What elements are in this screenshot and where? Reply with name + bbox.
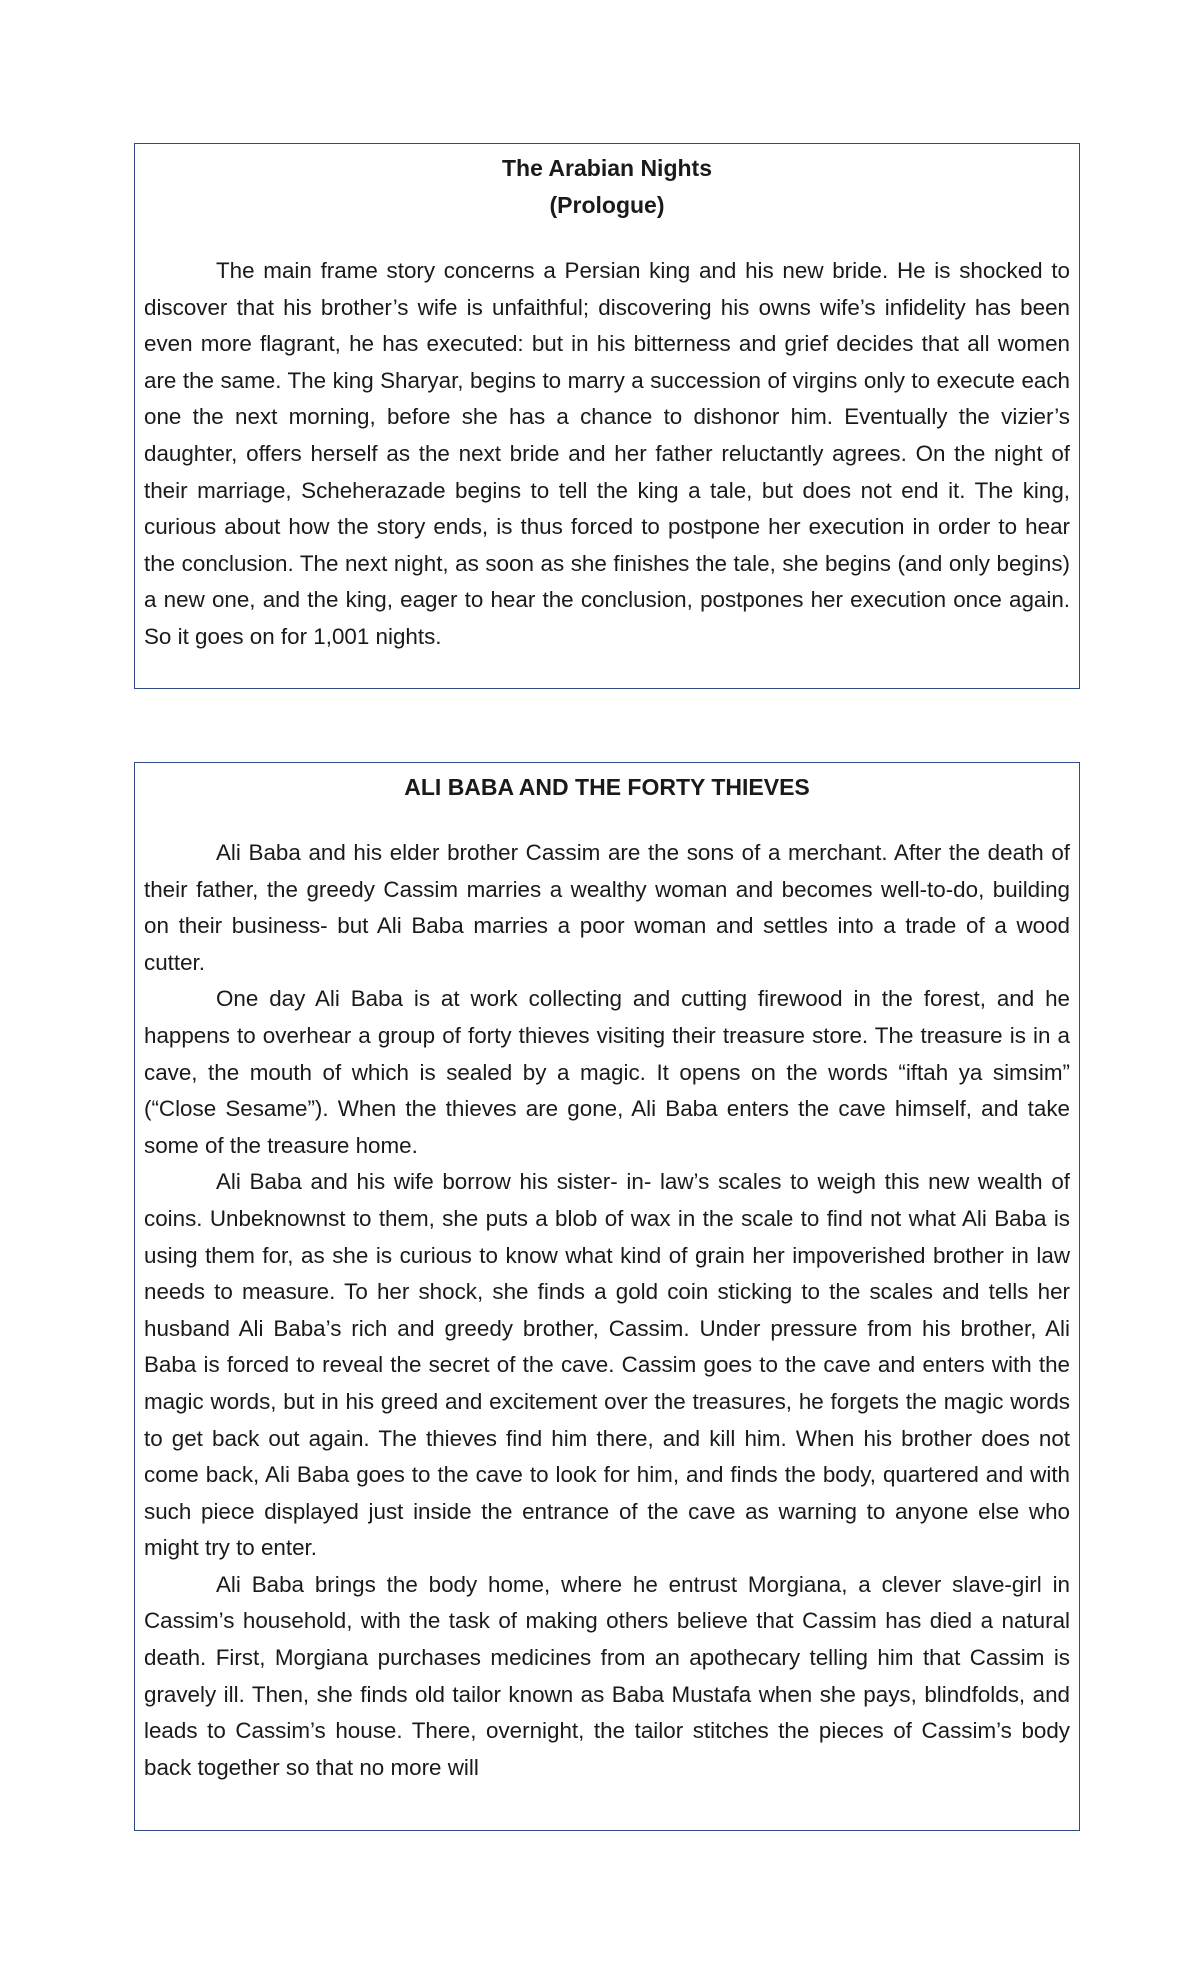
ali-baba-box [134, 762, 1080, 1831]
prologue-paragraph: The main frame story concerns a Persian king and his new bride. He is shocked to discover that his brother’s wife is unfaithful; discovering his owns wife’s infidelity has been even more flagrant, he has executed: but in his bitterness and grief decides that all women are the same. The king Sharyar, begins to marry a succession of virgins only to execute each one the next morning, before she has a chance to dishonor him. Eventually the vizier’s daughter, offers herself as the next bride and her father reluctantly agrees. On the night of their marriage, Scheherazade begins to tell the king a tale, but does not end it. The king, curious about how the story ends, is thus forced to postpone her execution in order to hear the conclusion. The next night, as soon as she finishes the tale, she begins (and only begins) a new one, and the king, eager to hear the conclusion, postpones her execution once again. So it goes on for 1,001 nights. [144, 258, 1070, 649]
prologue-box [134, 143, 1080, 689]
prologue-subtitle: (Prologue) [549, 192, 665, 218]
ali-baba-paragraph-2: One day Ali Baba is at work collecting and cutting firewood in the forest, and he happens to overhear a group of forty thieves visiting their treasure store. The treasure is in a cave, the mouth of which is sealed by a magic. It opens on the words “iftah ya simsim” (“Close Sesame”). When the thieves are gone, Ali Baba enters the cave himself, and take some of the treasure home. [144, 986, 1070, 1158]
ali-baba-title: ALI BABA AND THE FORTY THIEVES [404, 774, 810, 800]
ali-baba-paragraph-4: Ali Baba brings the body home, where he entrust Morgiana, a clever slave-girl in Cassim’s household, with the task of making others believe that Cassim has died a natural death. First, Morgiana purchases medicines from an apothecary telling him that Cassim is gravely ill. Then, she finds old tailor known as Baba Mustafa when she pays, blindfolds, and leads to Cassim’s house. There, overnight, the tailor stitches the pieces of Cassim’s body back together so that no more will [144, 1571, 1070, 1780]
ali-baba-paragraph-1: Ali Baba and his elder brother Cassim are the sons of a merchant. After the death of their father, the greedy Cassim marries a wealthy woman and becomes well-to-do, building on their business- but Ali Baba marries a poor woman and settles into a trade of a wood cutter. [144, 840, 1070, 975]
prologue-title: The Arabian Nights [502, 155, 712, 181]
ali-baba-paragraph-3: Ali Baba and his wife borrow his sister- in- law’s scales to weigh this new wealth of coins. Unbeknownst to them, she puts a blob of wax in the scale to find not what Ali Baba is using them for, as she is curious to know what kind of grain her impoverished brother in law needs to measure. To her shock, she finds a gold coin sticking to the scales and tells her husband Ali Baba’s rich and greedy brother, Cassim. Under pressure from his brother, Ali Baba is forced to reveal the secret of the cave. Cassim goes to the cave and enters with the magic words, but in his greed and excitement over the treasures, he forgets the magic words to get back out again. The thieves find him there, and kill him. When his brother does not come back, Ali Baba goes to the cave to look for him, and finds the body, quartered and with such piece displayed just inside the entrance of the cave as warning to anyone else who might try to enter. [144, 1169, 1070, 1561]
